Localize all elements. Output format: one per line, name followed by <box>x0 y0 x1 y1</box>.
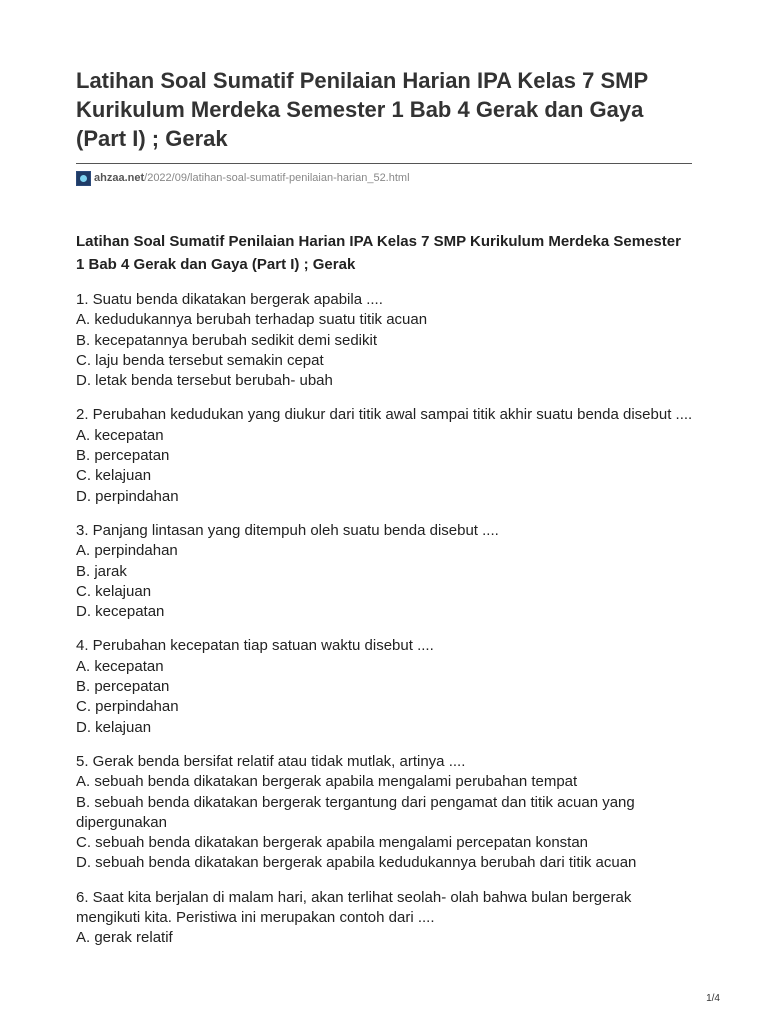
option-d: D. perpindahan <box>76 487 179 505</box>
question-6 <box>76 888 696 949</box>
option-a: A. perpindahan <box>76 542 178 560</box>
option-c: C. perpindahan <box>76 698 179 716</box>
source-domain: ahzaa.net <box>94 172 145 184</box>
question-text: 4. Perubahan kecepatan tiap satuan waktu disebut .... <box>76 637 434 655</box>
title-divider <box>76 163 692 164</box>
page-number: 1/4 <box>706 993 720 1004</box>
option-c: C. laju benda tersebut semakin cepat <box>76 351 324 369</box>
option-b: B. percepatan <box>76 678 170 696</box>
source-link[interactable] <box>94 172 410 184</box>
option-b: B. percepatan <box>76 447 170 465</box>
source-path: /2022/09/latihan-soal-sumatif-penilaian-harian_52.html <box>144 172 410 184</box>
source-line <box>76 170 696 186</box>
question-5 <box>76 752 696 874</box>
question-text: 5. Gerak benda bersifat relatif atau tidak mutlak, artinya .... <box>76 752 466 770</box>
article-heading: Latihan Soal Sumatif Penilaian Harian IPA Kelas 7 SMP Kurikulum Merdeka Semester 1 Bab 4 Gerak dan Gaya (Part I) ; Gerak <box>76 233 681 273</box>
question-4 <box>76 636 696 737</box>
question-text: 1. Suatu benda dikatakan bergerak apabila .... <box>76 291 383 308</box>
question-text: 3. Panjang lintasan yang ditempuh oleh suatu benda disebut .... <box>76 521 499 539</box>
option-a: A. kedudukannya berubah terhadap suatu titik acuan <box>76 311 428 329</box>
option-a: A. kecepatan <box>76 426 164 444</box>
option-d: D. kelajuan <box>76 718 152 736</box>
site-favicon-icon <box>76 171 91 186</box>
option-a: A. sebuah benda dikatakan bergerak apabila mengalami perubahan tempat <box>76 773 578 791</box>
option-b: B. kecepatannya berubah sedikit demi sedikit <box>76 331 378 349</box>
option-a: A. kecepatan <box>76 657 164 675</box>
option-d: D. kecepatan <box>76 603 165 621</box>
question-text: 2. Perubahan kedudukan yang diukur dari titik awal sampai titik akhir suatu benda disebut .... <box>76 406 693 424</box>
option-b: B. sebuah benda dikatakan bergerak tergantung dari pengamat dan titik acuan yang dipergunakan <box>76 793 635 831</box>
option-c: C. kelajuan <box>76 467 152 485</box>
option-d: D. sebuah benda dikatakan bergerak apabila kedudukannya berubah dari titik acuan <box>76 854 637 872</box>
option-d: D. letak benda tersebut berubah- ubah <box>76 372 333 390</box>
option-a: A. gerak relatif <box>76 929 173 947</box>
document-title: Latihan Soal Sumatif Penilaian Harian IPA Kelas 7 SMP Kurikulum Merdeka Semester 1 Bab 4 Gerak dan Gaya (Part I) ; Gerak <box>76 68 648 151</box>
document-page <box>76 0 696 949</box>
option-b: B. jarak <box>76 562 127 580</box>
option-c: C. kelajuan <box>76 582 152 600</box>
question-3 <box>76 521 696 622</box>
question-1 <box>76 290 696 391</box>
option-c: C. sebuah benda dikatakan bergerak apabila mengalami percepatan konstan <box>76 834 589 852</box>
question-text: 6. Saat kita berjalan di malam hari, akan terlihat seolah- olah bahwa bulan bergerak mengikuti kita. Peristiwa ini merupakan contoh dari .... <box>76 888 632 927</box>
question-2 <box>76 405 696 506</box>
